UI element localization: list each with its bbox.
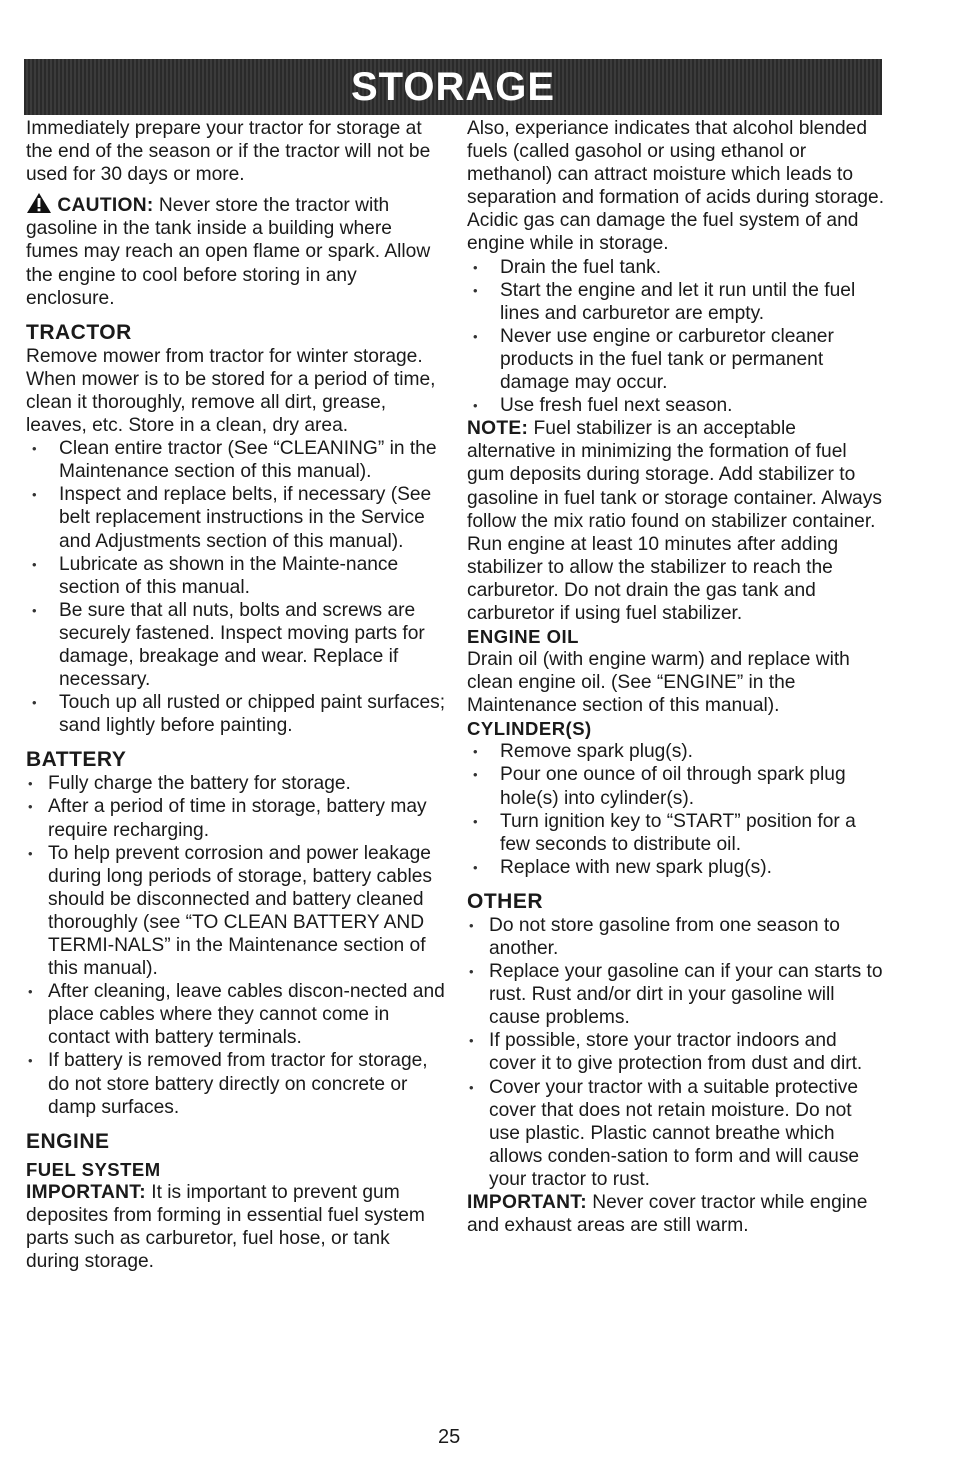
list-item: • Be sure that all nuts, bolts and screws are securely fastened. Inspect moving parts for damage, breakage and wear. Replace if necessary.	[26, 599, 446, 691]
other-list	[467, 914, 887, 1191]
important-label: IMPORTANT:	[467, 1192, 587, 1214]
list-item: • Do not store gasoline from one season to another.	[467, 914, 887, 960]
alcohol-fuel-paragraph: Also, experiance indicates that alcohol blended fuels (called gasohol or using ethanol or methanol) can attract moisture which leads to separation and formation of acids during storage. Acidic gas can damage the fuel system of and engine while in storage.	[467, 118, 885, 255]
cylinder-heading: CYLINDER(S)	[467, 718, 592, 740]
list-item: • Touch up all rusted or chipped paint surfaces; sand lightly before painting.	[26, 691, 446, 737]
tractor-list	[26, 437, 446, 737]
note-paragraph	[467, 417, 887, 625]
caution-paragraph	[26, 192, 446, 309]
warning-triangle-icon	[26, 192, 52, 214]
list-item: • After cleaning, leave cables discon-nected and place cables where they cannot come in contact with battery terminals.	[26, 980, 446, 1049]
other-heading: OTHER	[467, 889, 543, 913]
list-item: • Turn ignition key to “START” position for a few seconds to distribute oil.	[467, 810, 887, 856]
fuel-list	[467, 256, 887, 418]
fuel-system-heading: FUEL SYSTEM	[26, 1158, 161, 1180]
important-text: Never cover tractor while engine and exhaust areas are still warm.	[467, 1192, 868, 1237]
list-item: • Fully charge the battery for storage.	[26, 772, 446, 795]
list-item: • Replace your gasoline can if your can starts to rust. Rust and/or dirt in your gasoline will cause problems.	[467, 960, 887, 1029]
list-item: • Inspect and replace belts, if necessary (See belt replacement instructions in the Service and Adjustments section of this manual).	[26, 483, 446, 552]
engine-oil-heading: ENGINE OIL	[467, 626, 579, 648]
battery-heading: BATTERY	[26, 748, 127, 772]
list-item: • Remove spark plug(s).	[467, 740, 887, 763]
caution-text: Never store the tractor with gasoline in the tank inside a building where fumes may reach an open flame or spark. Allow the engine to cool before storing in any enclosure.	[26, 195, 431, 309]
right-column	[467, 117, 887, 1237]
list-item: • To help prevent corrosion and power leakage during long periods of storage, battery cables should be disconnected and battery cleaned thoroughly (see “TO CLEAN BATTERY AND TERMI-NALS” in the Maintenance section of this manual).	[26, 842, 446, 981]
engine-heading: ENGINE	[26, 1129, 110, 1153]
list-item: • Never use engine or carburetor cleaner products in the fuel tank or permanent damage may occur.	[467, 325, 887, 394]
list-item: • Clean entire tractor (See “CLEANING” in the Maintenance section of this manual).	[26, 437, 446, 483]
note-text: Fuel stabilizer is an acceptable alternative in minimizing the formation of fuel gum deposits during storage. Add stabilizer to gasoline in fuel tank or storage container. Always follow the mix ratio found on stabilizer container. Run engine at least 10 minutes after adding stabilizer to allow the stabilizer to reach the carburetor. Do not drain the gas tank and carburetor if using fuel stabilizer.	[467, 418, 882, 624]
important-text: It is important to prevent gum deposites from forming in essential fuel system parts such as carburetor, fuel hose, or tank during storage.	[26, 1181, 425, 1273]
important-paragraph	[26, 1181, 446, 1273]
important-label: IMPORTANT:	[26, 1181, 146, 1203]
left-column	[26, 117, 446, 1273]
note-label: NOTE:	[467, 418, 529, 440]
page-number: 25	[438, 1426, 461, 1448]
caution-label: CAUTION:	[57, 195, 154, 217]
list-item: • Use fresh fuel next season.	[467, 394, 887, 417]
list-item: • If battery is removed from tractor for storage, do not store battery directly on concrete or damp surfaces.	[26, 1049, 446, 1118]
engine-oil-paragraph: Drain oil (with engine warm) and replace with clean engine oil. (See “ENGINE” in the Maintenance section of this manual).	[467, 649, 850, 717]
list-item: • Drain the fuel tank.	[467, 256, 887, 279]
storage-banner	[24, 59, 882, 115]
battery-list	[26, 772, 446, 1118]
tractor-heading: TRACTOR	[26, 320, 132, 344]
list-item: • If possible, store your tractor indoors and cover it to give protection from dust and dirt.	[467, 1029, 887, 1075]
cylinder-list	[467, 740, 887, 879]
list-item: • Replace with new spark plug(s).	[467, 856, 887, 879]
list-item: • Pour one ounce of oil through spark plug hole(s) into cylinder(s).	[467, 763, 887, 809]
tractor-paragraph: Remove mower from tractor for winter storage. When mower is to be stored for a period of time, clean it thoroughly, remove all dirt, grease, leaves, etc. Store in a clean, dry area.	[26, 345, 436, 437]
list-item: • After a period of time in storage, battery may require recharging.	[26, 795, 446, 841]
list-item: • Lubricate as shown in the Mainte-nance section of this manual.	[26, 553, 446, 599]
list-item: • Start the engine and let it run until the fuel lines and carburetor are empty.	[467, 279, 887, 325]
page-title: STORAGE	[350, 64, 556, 109]
important-warm-paragraph	[467, 1191, 887, 1237]
list-item: • Cover your tractor with a suitable protective cover that does not retain moisture. Do not use plastic. Plastic cannot breathe which allows conden-sation to form and will cause your tractor to rust.	[467, 1076, 887, 1191]
intro-paragraph: Immediately prepare your tractor for storage at the end of the season or if the tractor will not be used for 30 days or more.	[26, 118, 431, 186]
